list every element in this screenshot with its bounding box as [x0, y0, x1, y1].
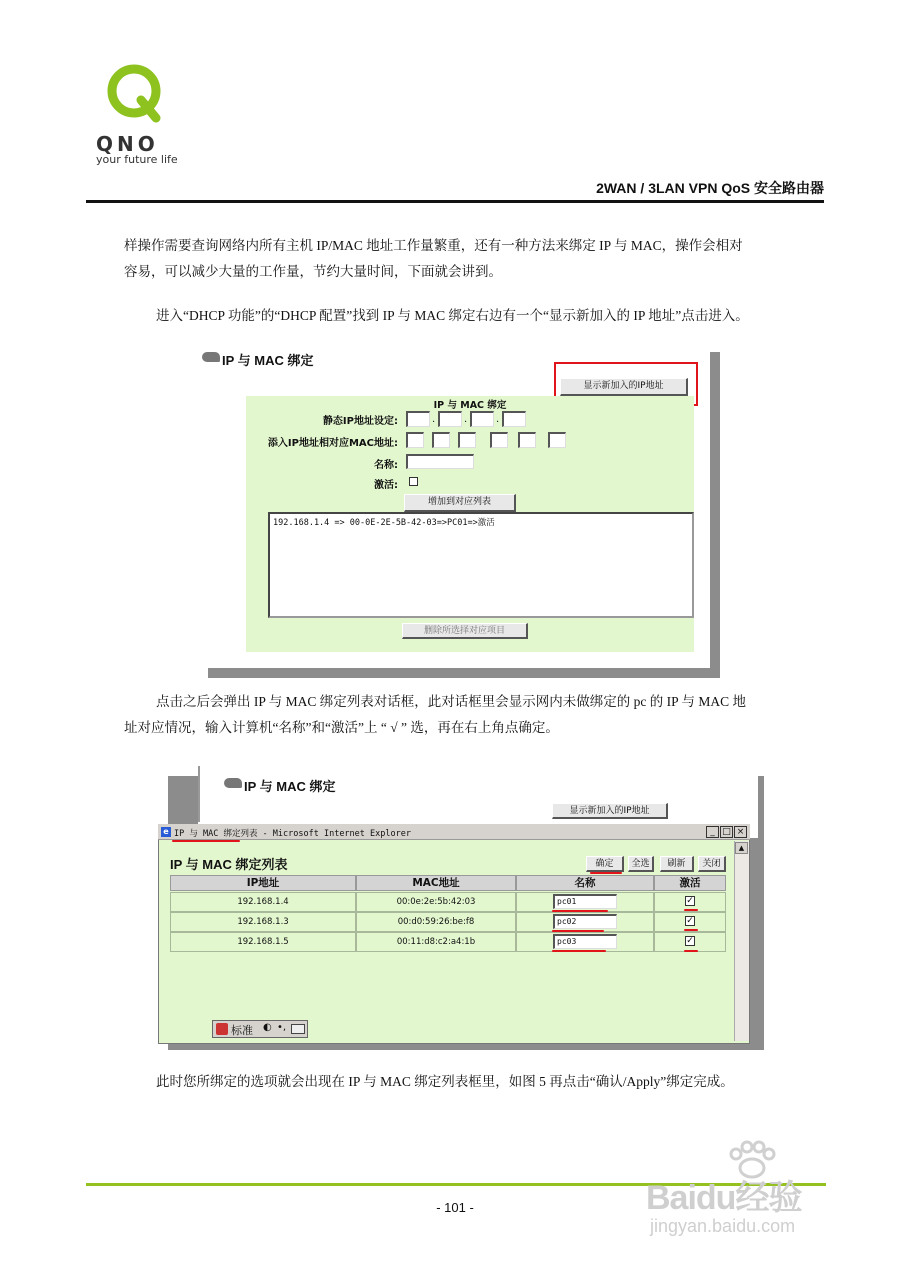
- section-bullet-icon: [224, 778, 242, 788]
- ip-octet-2-input[interactable]: [438, 411, 462, 427]
- document-title: 2WAN / 3LAN VPN QoS 安全路由器: [596, 180, 824, 196]
- refresh-button[interactable]: 刷新: [660, 856, 694, 872]
- close-window-button[interactable]: ×: [734, 826, 747, 838]
- mac-byte-2-input[interactable]: [432, 432, 450, 448]
- column-header-active: 激活: [654, 875, 726, 891]
- baidu-watermark: Baidu经验: [646, 1179, 802, 1217]
- table-row-3-name-input[interactable]: pc03: [553, 934, 617, 949]
- table-row-3-ip: 192.168.1.5: [170, 932, 356, 952]
- vertical-scrollbar[interactable]: [734, 841, 749, 1041]
- show-new-ip-button[interactable]: 显示新加入的IP地址: [560, 378, 688, 396]
- mac-byte-5-input[interactable]: [518, 432, 536, 448]
- mac-byte-6-input[interactable]: [548, 432, 566, 448]
- activate-label: 激活:: [374, 480, 398, 491]
- paragraph-2: 进入“DHCP 功能”的“DHCP 配置”找到 IP 与 MAC 绑定右边有一个“显示新加入的 IP 地址”点击进入。: [156, 308, 749, 323]
- panel-title: IP 与 MAC 绑定: [433, 400, 507, 411]
- logo-wordmark: QNO: [96, 132, 159, 156]
- page-number: - 101 -: [436, 1200, 474, 1215]
- baidu-watermark-url: jingyan.baidu.com: [650, 1216, 796, 1236]
- minimize-button[interactable]: _: [706, 826, 719, 838]
- name-input[interactable]: [406, 454, 474, 469]
- maximize-button[interactable]: □: [720, 826, 733, 838]
- paragraph-3-line-1: 点击之后会弹出 IP 与 MAC 绑定列表对话框，此对话框里会显示网内未做绑定的 pc 的 IP 与 MAC 地: [156, 694, 747, 709]
- static-ip-label: 静态IP地址设定:: [322, 416, 398, 427]
- list-item[interactable]: 192.168.1.4 => 00-0E-2E-5B-42-03=>PC01=>激活: [273, 518, 495, 528]
- close-button[interactable]: 关闭: [698, 856, 726, 872]
- logo-tagline: your future life: [96, 153, 178, 166]
- screenshot-1-section-title: IP 与 MAC 绑定: [222, 353, 314, 368]
- table-row-2-mac: 00:d0:59:26:be:f8: [356, 912, 516, 932]
- delete-selected-button[interactable]: 删除所选择对应项目: [402, 623, 528, 639]
- column-header-mac: MAC地址: [356, 875, 516, 891]
- show-new-ip-button[interactable]: 显示新加入的IP地址: [552, 803, 668, 819]
- list-title: IP 与 MAC 绑定列表: [170, 857, 288, 872]
- select-all-button[interactable]: 全选: [628, 856, 654, 872]
- ime-mode-label[interactable]: 标准: [231, 1024, 253, 1037]
- ime-keyboard-icon[interactable]: [291, 1024, 305, 1034]
- ime-logo-icon: [216, 1023, 228, 1035]
- mac-byte-4-input[interactable]: [490, 432, 508, 448]
- table-row-1-active-checkbox[interactable]: ✓: [686, 896, 694, 906]
- ime-punct-icon[interactable]: •,: [277, 1022, 287, 1033]
- paragraph-1-line-2: 容易，可以减少大量的工作量，节约大量时间，下面就会讲到。: [124, 264, 502, 279]
- ip-octet-3-input[interactable]: [470, 411, 494, 427]
- table-row-3-active-checkbox[interactable]: ✓: [686, 936, 694, 946]
- binding-listbox[interactable]: [268, 512, 694, 618]
- table-row-2-active-checkbox[interactable]: ✓: [686, 916, 694, 926]
- section-bullet-icon: [202, 352, 220, 362]
- mac-address-label: 添入IP地址相对应MAC地址:: [267, 438, 398, 449]
- column-header-name: 名称: [516, 875, 654, 891]
- ie-icon: e: [161, 827, 171, 837]
- table-row-1-ip: 192.168.1.4: [170, 892, 356, 912]
- screenshot-2-section-title: IP 与 MAC 绑定: [244, 779, 336, 794]
- table-row-1-name-input[interactable]: pc01: [553, 894, 617, 909]
- activate-checkbox[interactable]: [409, 477, 418, 486]
- ime-toolbar[interactable]: [212, 1020, 308, 1038]
- table-row-1-mac: 00:0e:2e:5b:42:03: [356, 892, 516, 912]
- name-label: 名称:: [374, 460, 398, 471]
- mac-byte-1-input[interactable]: [406, 432, 424, 448]
- paragraph-4: 此时您所绑定的选项就会出现在 IP 与 MAC 绑定列表框里，如图 5 再点击“确认/Apply”绑定完成。: [156, 1074, 734, 1089]
- add-to-list-button[interactable]: 增加到对应列表: [404, 494, 516, 512]
- scroll-up-arrow-icon[interactable]: ▲: [735, 842, 748, 854]
- table-row-2-name-input[interactable]: pc02: [553, 914, 617, 929]
- mac-byte-3-input[interactable]: [458, 432, 476, 448]
- table-row-2-ip: 192.168.1.3: [170, 912, 356, 932]
- paragraph-3-line-2: 址对应情况，输入计算机“名称”和“激活”上 “ √ ” 选，再在右上角点确定。: [124, 720, 559, 735]
- ip-octet-1-input[interactable]: [406, 411, 430, 427]
- ip-octet-4-input[interactable]: [502, 411, 526, 427]
- confirm-button[interactable]: 确定: [586, 856, 624, 872]
- window-title: IP 与 MAC 绑定列表 - Microsoft Internet Explorer: [174, 829, 411, 839]
- column-header-ip: IP地址: [170, 875, 356, 891]
- qno-logo-icon: [104, 62, 164, 124]
- table-row-3-mac: 00:11:d8:c2:a4:1b: [356, 932, 516, 952]
- ime-halfwidth-icon[interactable]: ◐: [263, 1022, 272, 1033]
- header-divider: [86, 200, 824, 203]
- paragraph-1-line-1: 样操作需要查询网络内所有主机 IP/MAC 地址工作量繁重，还有一种方法来绑定 IP 与 MAC，操作会相对: [124, 238, 743, 253]
